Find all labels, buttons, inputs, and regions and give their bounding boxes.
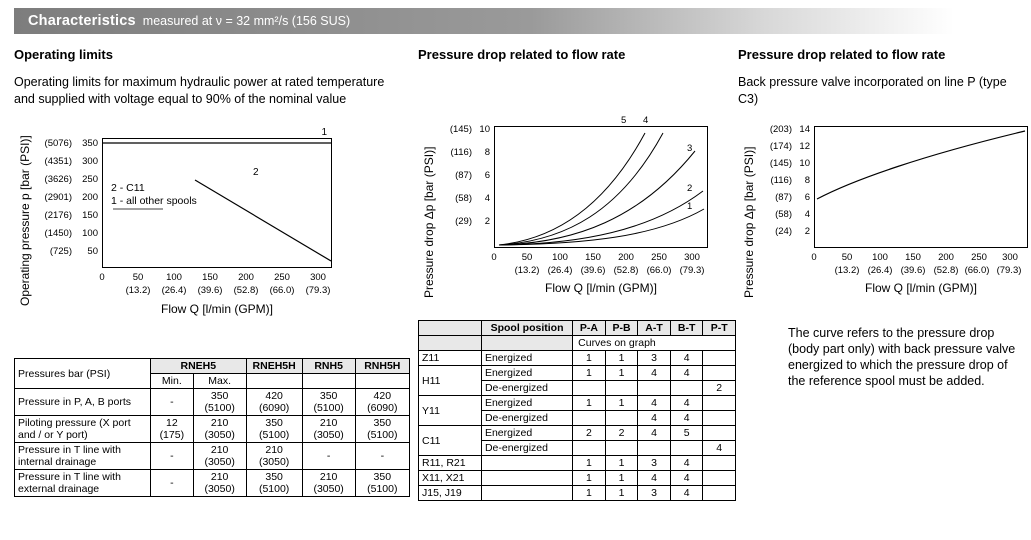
chart3-ytick-1: 2 — [804, 226, 810, 237]
spool-row-5-name: C11 — [419, 426, 482, 456]
chart3-ytick-psi-5: (145) — [769, 158, 792, 169]
spool-row-8-name: X11, X21 — [419, 471, 482, 486]
spool-row-8-c3: 4 — [670, 471, 703, 486]
spool-row-3-c4 — [703, 396, 736, 411]
spool-row-9-name: J15, J19 — [419, 486, 482, 501]
spool-row-0-position: Energized — [481, 351, 572, 366]
spool-row-5-c3: 5 — [670, 426, 703, 441]
chart3-ytick-psi-4: (116) — [770, 175, 792, 186]
pressure-drop-title-middle: Pressure drop related to flow rate — [418, 47, 626, 62]
spool-row-0-c3: 4 — [670, 351, 703, 366]
pressures-row-1-v0: 210 (3050) — [193, 416, 246, 443]
chart1-xtick-gpm-1: (13.2) — [125, 285, 151, 296]
spool-row-0-c1: 1 — [605, 351, 638, 366]
chart1-curve-label-1: 1 — [321, 127, 327, 138]
spool-row-9-c3: 4 — [670, 486, 703, 501]
chart3-ytick-5: 10 — [799, 158, 810, 169]
spool-row-6-c0 — [573, 441, 606, 456]
pressures-row-1-min: 12 (175) — [151, 416, 194, 443]
spool-row-4-c0 — [573, 411, 606, 426]
chart1-plot-area — [102, 127, 332, 268]
chart3-xtick-gpm-1: (13.2) — [834, 265, 860, 276]
chart2-xtick-3: 150 — [585, 252, 601, 263]
spool-row-8-c2: 4 — [638, 471, 671, 486]
spool-row-3-c0: 1 — [573, 396, 606, 411]
spool-row-1-c3: 4 — [670, 366, 703, 381]
spool-row-8-c1: 1 — [605, 471, 638, 486]
chart3-plot-area — [814, 126, 1028, 248]
pressures-row-3-v3: 350 (5100) — [355, 470, 409, 497]
pressures-row-3-v2: 210 (3050) — [302, 470, 355, 497]
chart2-xtick-gpm-5: (66.0) — [646, 265, 672, 276]
spool-row-3-c1: 1 — [605, 396, 638, 411]
chart3-xtick-0: 0 — [811, 252, 817, 263]
pressures-col-rneh5h: RNEH5H — [246, 359, 302, 374]
spool-row-1-c0: 1 — [573, 366, 606, 381]
chart3-xtick-5: 250 — [971, 252, 987, 263]
chart1-curve-label-2: 2 — [253, 167, 259, 178]
chart3-ytick-7: 14 — [799, 124, 810, 135]
pressures-row-1-v3: 350 (5100) — [355, 416, 409, 443]
pressures-row-1-label: Piloting pressure (X port and / or Y port) — [15, 416, 151, 443]
chart1-xtick-2: 100 — [166, 272, 182, 283]
spool-row-6-c4: 4 — [703, 441, 736, 456]
pressures-row-0-label: Pressure in P, A, B ports — [15, 389, 151, 416]
spool-row-6-c1 — [605, 441, 638, 456]
chart1-ytick-psi-1: (725) — [49, 246, 72, 257]
back-pressure-note: The curve refers to the pressure drop (body part only) with back pressure valve energized to which the pressure drop of the reference spool must be added. — [788, 326, 1016, 388]
chart1-ytick-6: 300 — [82, 156, 98, 167]
chart1-xtick-3: 150 — [202, 272, 218, 283]
chart1-xtick-gpm-4: (52.8) — [233, 285, 259, 296]
chart3-ytick-psi-1: (24) — [775, 226, 792, 237]
chart2-curve-label-1: 1 — [687, 201, 693, 212]
pressures-row-2-min: - — [151, 443, 194, 470]
chart1-ytick-psi-4: (2901) — [44, 192, 72, 203]
back-pressure-text: Back pressure valve incorporated on line P (type C3) — [738, 75, 1007, 106]
chart2-xtick-gpm-2: (26.4) — [547, 265, 573, 276]
spool-row-5-position: Energized — [481, 426, 572, 441]
pressures-row-0-v2: 350 (5100) — [302, 389, 355, 416]
pressures-row-2-label: Pressure in T line with internal drainage — [15, 443, 151, 470]
chart3-ylabel: Pressure drop Δp [bar (PSI)] — [742, 146, 756, 298]
pressures-row-2-v0: 210 (3050) — [193, 443, 246, 470]
pressures-row-1-v1: 350 (5100) — [246, 416, 302, 443]
pressures-row-0-v1: 420 (6090) — [246, 389, 302, 416]
spool-row-7-c3: 4 — [670, 456, 703, 471]
spool-row-3-position: Energized — [481, 396, 572, 411]
chart1-ytick-psi-6: (4351) — [44, 156, 72, 167]
spool-header-at: A-T — [638, 321, 671, 336]
chart2-xtick-gpm-6: (79.3) — [679, 265, 705, 276]
spool-row-2-c3 — [670, 381, 703, 396]
chart2-xtick-5: 250 — [651, 252, 667, 263]
spool-row-3-name: Y11 — [419, 396, 482, 426]
chart1-xtick-5: 250 — [274, 272, 290, 283]
chart2-ytick-2: 4 — [484, 193, 490, 204]
spool-row-4-c4 — [703, 411, 736, 426]
spool-row-8-position — [481, 471, 572, 486]
spool-row-3-c3: 4 — [670, 396, 703, 411]
spool-row-7-name: R11, R21 — [419, 456, 482, 471]
chart1-xtick-gpm-5: (66.0) — [269, 285, 295, 296]
chart2-ytick-4: 8 — [484, 147, 490, 158]
chart3-xtick-gpm-5: (66.0) — [964, 265, 990, 276]
pressures-sub-min: Min. — [151, 374, 194, 389]
pressures-table — [14, 358, 410, 497]
chart2-curve-label-2: 2 — [687, 183, 693, 194]
spool-row-5-c1: 2 — [605, 426, 638, 441]
table-row — [419, 486, 736, 501]
chart3-ytick-psi-2: (58) — [775, 209, 792, 220]
chart2-ytick-psi-2: (58) — [455, 193, 472, 204]
pressures-row-3-v0: 210 (3050) — [193, 470, 246, 497]
chart3-xtick-gpm-6: (79.3) — [996, 265, 1022, 276]
pressures-sub-max: Max. — [193, 374, 246, 389]
chart1-ytick-4: 200 — [82, 192, 98, 203]
chart2-ytick-psi-3: (87) — [455, 170, 472, 181]
spool-row-5-c2: 4 — [638, 426, 671, 441]
spool-row-9-position — [481, 486, 572, 501]
chart2-ytick-1: 2 — [484, 216, 490, 227]
chart3-ytick-psi-3: (87) — [775, 192, 792, 203]
chart-pressure-drop-spools — [418, 115, 738, 308]
pressures-row-2-v3: - — [355, 443, 409, 470]
spool-row-8-c0: 1 — [573, 471, 606, 486]
chart2-xtick-6: 300 — [684, 252, 700, 263]
spool-row-1-c4 — [703, 366, 736, 381]
spool-row-4-c3: 4 — [670, 411, 703, 426]
chart2-ylabel: Pressure drop Δp [bar (PSI)] — [422, 146, 436, 298]
table-row — [15, 443, 410, 470]
table-row — [419, 396, 736, 411]
spool-header-pb: P-B — [605, 321, 638, 336]
spool-header-position: Spool position — [481, 321, 572, 336]
spool-row-9-c1: 1 — [605, 486, 638, 501]
chart3-ytick-4: 8 — [804, 175, 810, 186]
spool-row-1-c2: 4 — [638, 366, 671, 381]
table-row — [15, 416, 410, 443]
spool-row-7-c0: 1 — [573, 456, 606, 471]
spool-row-9-c0: 1 — [573, 486, 606, 501]
chart2-xtick-gpm-4: (52.8) — [613, 265, 639, 276]
chart3-xtick-1: 50 — [841, 252, 853, 263]
chart-operating-limits — [14, 127, 354, 316]
table-row — [419, 351, 736, 366]
spool-row-6-c2 — [638, 441, 671, 456]
pressures-col-rnh5h: RNH5H — [355, 359, 409, 374]
pressures-row-2-v1: 210 (3050) — [246, 443, 302, 470]
pressures-row-0-v3: 420 (6090) — [355, 389, 409, 416]
chart3-xtick-6: 300 — [1002, 252, 1018, 263]
chart1-ytick-1: 50 — [87, 246, 98, 257]
spool-row-2-c0 — [573, 381, 606, 396]
spool-row-7-c2: 3 — [638, 456, 671, 471]
pressures-row-0-v0: 350 (5100) — [193, 389, 246, 416]
pressures-row-3-v1: 350 (5100) — [246, 470, 302, 497]
spool-row-2-c1 — [605, 381, 638, 396]
operating-limits-text: Operating limits for maximum hydraulic power at rated temperature and supplied with voltage equal to 90% of the nominal value — [14, 75, 385, 106]
spool-row-7-position — [481, 456, 572, 471]
spool-row-5-c4 — [703, 426, 736, 441]
chart1-ytick-5: 250 — [82, 174, 98, 185]
chart3-xtick-gpm-2: (26.4) — [867, 265, 893, 276]
chart2-xtick-4: 200 — [618, 252, 634, 263]
chart2-plot-area — [494, 115, 708, 248]
spool-header-bt: B-T — [670, 321, 703, 336]
table-row — [15, 470, 410, 497]
chart3-xtick-4: 200 — [938, 252, 954, 263]
chart1-ytick-7: 350 — [82, 138, 98, 149]
chart2-ytick-psi-4: (116) — [450, 147, 472, 158]
spool-row-8-c4 — [703, 471, 736, 486]
chart1-ytick-psi-5: (3626) — [44, 174, 72, 185]
pressures-row-0-min: - — [151, 389, 194, 416]
chart2-curve-label-3: 3 — [687, 143, 693, 154]
chart3-xtick-3: 150 — [905, 252, 921, 263]
chart2-ytick-psi-1: (29) — [455, 216, 472, 227]
chart-pressure-drop-backpressure — [738, 118, 1031, 308]
table-row — [419, 366, 736, 381]
chart3-xtick-gpm-4: (52.8) — [933, 265, 959, 276]
spool-row-0-c2: 3 — [638, 351, 671, 366]
chart2-xtick-1: 50 — [521, 252, 533, 263]
spool-row-4-c2: 4 — [638, 411, 671, 426]
table-row — [419, 456, 736, 471]
chart2-xtick-2: 100 — [552, 252, 568, 263]
chart1-annotation-1: 2 - C11 — [111, 182, 145, 194]
pressures-table-corner-label: Pressures bar (PSI) — [15, 359, 151, 389]
spool-header-pt: P-T — [703, 321, 736, 336]
chart1-annotation-2: 1 - all other spools — [111, 195, 197, 207]
spool-row-4-position: De-energized — [481, 411, 572, 426]
spool-row-2-c2 — [638, 381, 671, 396]
chart3-xlabel: Flow Q [l/min (GPM)] — [864, 281, 977, 295]
spool-row-2-position: De-energized — [481, 381, 572, 396]
pressures-row-2-v2: - — [302, 443, 355, 470]
section-subtitle: measured at ν = 32 mm²/s (156 SUS) — [142, 14, 351, 28]
chart1-xlabel: Flow Q [l/min (GPM)] — [160, 302, 273, 316]
spool-row-7-c1: 1 — [605, 456, 638, 471]
chart1-xtick-0: 0 — [99, 272, 105, 283]
table-row — [419, 471, 736, 486]
section-title: Characteristics — [28, 13, 136, 29]
spool-row-1-c1: 1 — [605, 366, 638, 381]
spool-position-table — [418, 320, 736, 501]
pressures-col-rneh5: RNEH5 — [151, 359, 247, 374]
chart2-ytick-5: 10 — [479, 124, 490, 135]
section-header-bar — [14, 8, 954, 34]
spool-row-2-c4: 2 — [703, 381, 736, 396]
chart1-ytick-psi-3: (2176) — [44, 210, 72, 221]
spool-row-4-c1 — [605, 411, 638, 426]
spool-row-6-position: De-energized — [481, 441, 572, 456]
spool-header-blank — [419, 321, 482, 336]
chart1-ytick-3: 150 — [82, 210, 98, 221]
chart1-xtick-1: 50 — [132, 272, 144, 283]
chart3-xtick-gpm-3: (39.6) — [900, 265, 926, 276]
chart3-ytick-psi-6: (174) — [769, 141, 792, 152]
chart1-ytick-2: 100 — [82, 228, 98, 239]
chart1-xtick-gpm-2: (26.4) — [161, 285, 187, 296]
chart1-xtick-4: 200 — [238, 272, 254, 283]
spool-row-0-c4 — [703, 351, 736, 366]
spool-row-9-c2: 3 — [638, 486, 671, 501]
spool-row-0-name: Z11 — [419, 351, 482, 366]
spool-row-6-c3 — [670, 441, 703, 456]
pressures-row-3-min: - — [151, 470, 194, 497]
chart1-ytick-psi-2: (1450) — [44, 228, 72, 239]
chart1-ytick-psi-7: (5076) — [44, 138, 72, 149]
spool-row-3-c2: 4 — [638, 396, 671, 411]
chart2-curve-label-4: 4 — [643, 115, 649, 126]
chart1-ylabel: Operating pressure p [bar (PSI)] — [18, 135, 32, 306]
pressure-drop-title-right: Pressure drop related to flow rate — [738, 47, 946, 62]
spool-row-1-name: H11 — [419, 366, 482, 396]
spool-row-9-c4 — [703, 486, 736, 501]
spool-row-7-c4 — [703, 456, 736, 471]
pressures-row-1-v2: 210 (3050) — [302, 416, 355, 443]
chart3-ytick-2: 4 — [804, 209, 810, 220]
table-row — [419, 426, 736, 441]
chart3-ytick-3: 6 — [804, 192, 810, 203]
spool-header-pa: P-A — [573, 321, 606, 336]
spool-row-5-c0: 2 — [573, 426, 606, 441]
chart2-ytick-psi-5: (145) — [449, 124, 472, 135]
chart2-curve-label-5: 5 — [621, 115, 627, 126]
chart2-xlabel: Flow Q [l/min (GPM)] — [544, 281, 657, 295]
chart2-xtick-gpm-3: (39.6) — [580, 265, 606, 276]
pressures-row-3-label: Pressure in T line with external drainage — [15, 470, 151, 497]
chart1-xtick-6: 300 — [310, 272, 326, 283]
operating-limits-title: Operating limits — [14, 47, 113, 62]
table-row — [15, 389, 410, 416]
spool-row-0-c0: 1 — [573, 351, 606, 366]
chart3-ytick-6: 12 — [799, 141, 810, 152]
chart3-xtick-2: 100 — [872, 252, 888, 263]
pressures-col-rnh5: RNH5 — [302, 359, 355, 374]
chart1-xtick-gpm-6: (79.3) — [305, 285, 331, 296]
chart2-xtick-0: 0 — [491, 252, 497, 263]
chart2-xtick-gpm-1: (13.2) — [514, 265, 540, 276]
spool-row-1-position: Energized — [481, 366, 572, 381]
chart3-ytick-psi-7: (203) — [769, 124, 792, 135]
spool-subheader: Curves on graph — [573, 336, 736, 351]
chart1-xtick-gpm-3: (39.6) — [197, 285, 223, 296]
chart2-ytick-3: 6 — [484, 170, 490, 181]
